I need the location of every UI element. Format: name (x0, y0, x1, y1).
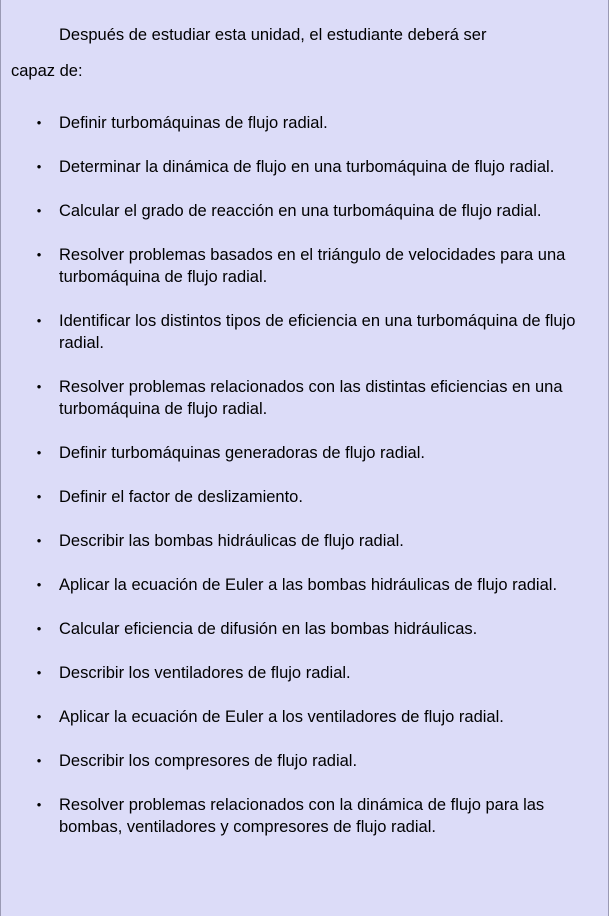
list-item (1, 750, 609, 772)
list-item (1, 574, 609, 596)
list-item (1, 662, 609, 684)
intro-text-line2: capaz de: (11, 62, 83, 80)
list-item (1, 794, 609, 838)
bullet-icon: • (36, 709, 42, 724)
bullet-icon: • (36, 313, 42, 328)
objective-text: Definir el factor de deslizamiento. (59, 488, 303, 506)
bullet-icon: • (36, 489, 42, 504)
objective-text: Describir los compresores de flujo radial. (59, 752, 358, 770)
objective-text: Aplicar la ecuación de Euler a los ventiladores de flujo radial. (59, 708, 504, 726)
bullet-icon: • (36, 203, 42, 218)
objective-text: Resolver problemas relacionados con la dinámica de flujo para las bombas, ventiladores y compresores de flujo radial. (59, 796, 545, 836)
list-item (1, 156, 609, 178)
objective-text: Describir los ventiladores de flujo radial. (59, 664, 351, 682)
objective-text: Resolver problemas basados en el triángulo de velocidades para una turbomáquina de flujo radial. (59, 246, 566, 286)
bullet-icon: • (36, 379, 42, 394)
list-item (1, 706, 609, 728)
list-item (1, 442, 609, 464)
bullet-icon: • (36, 621, 42, 636)
bullet-icon: • (36, 797, 42, 812)
objective-text: Determinar la dinámica de flujo en una turbomáquina de flujo radial. (59, 158, 555, 176)
objective-text: Resolver problemas relacionados con las distintas eficiencias en una turbomáquina de flujo radial. (59, 378, 563, 418)
objective-text: Aplicar la ecuación de Euler a las bombas hidráulicas de flujo radial. (59, 576, 558, 594)
objective-text: Definir turbomáquinas de flujo radial. (59, 114, 328, 132)
objective-text: Describir las bombas hidráulicas de flujo radial. (59, 532, 404, 550)
list-item (1, 486, 609, 508)
intro-text-line1: Después de estudiar esta unidad, el estudiante deberá ser (59, 26, 487, 44)
list-item (1, 244, 609, 288)
list-item (1, 618, 609, 640)
objective-text: Calcular eficiencia de difusión en las bombas hidráulicas. (59, 620, 478, 638)
objectives-list (1, 112, 609, 860)
list-item (1, 530, 609, 552)
list-item (1, 310, 609, 354)
list-item (1, 376, 609, 420)
bullet-icon: • (36, 445, 42, 460)
bullet-icon: • (36, 247, 42, 262)
list-item (1, 200, 609, 222)
list-item (1, 112, 609, 134)
bullet-icon: • (36, 159, 42, 174)
objective-text: Definir turbomáquinas generadoras de flujo radial. (59, 444, 425, 462)
bullet-icon: • (36, 577, 42, 592)
bullet-icon: • (36, 533, 42, 548)
objective-text: Identificar los distintos tipos de eficiencia en una turbomáquina de flujo radial. (59, 312, 576, 352)
bullet-icon: • (36, 115, 42, 130)
objective-text: Calcular el grado de reacción en una turbomáquina de flujo radial. (59, 202, 542, 220)
bullet-icon: • (36, 665, 42, 680)
bullet-icon: • (36, 753, 42, 768)
